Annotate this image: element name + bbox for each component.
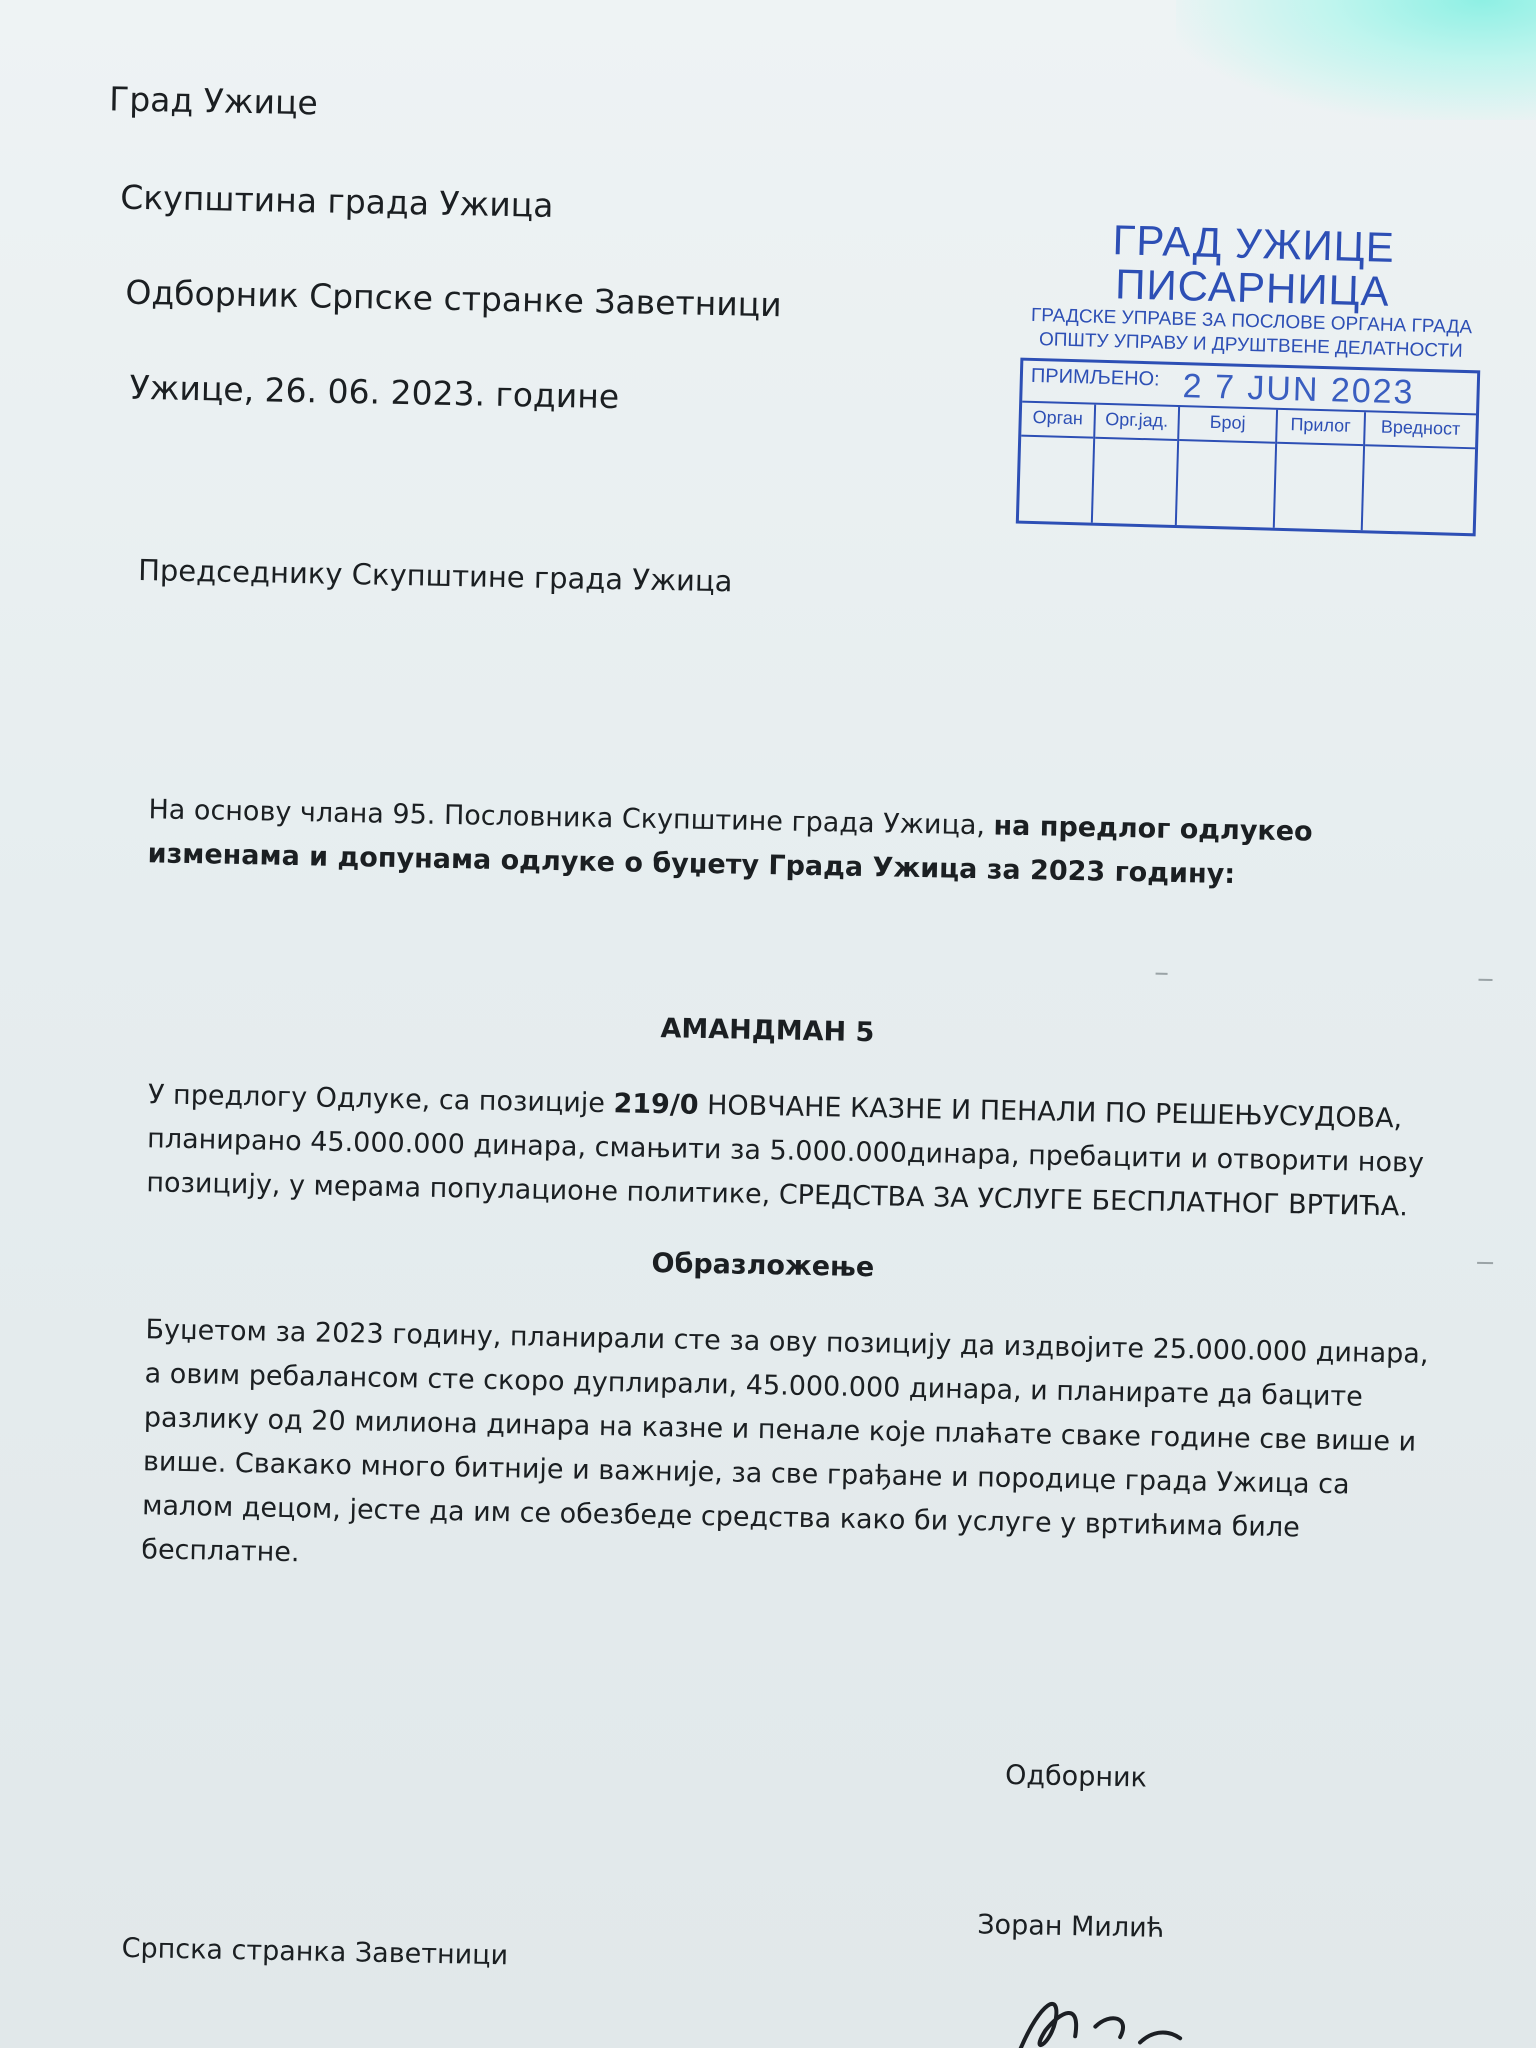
header-place-date: Ужице, 26. 06. 2023. године [129, 367, 620, 417]
amendment-line-1-a: У предлогу Одлуке, са позиције [147, 1079, 614, 1120]
stamp-column [1177, 407, 1278, 528]
paper-mark [1477, 1262, 1493, 1264]
header-city: Град Ужице [108, 79, 319, 123]
stamp-column-label: Орг.јад. [1095, 405, 1178, 441]
stamp-column [1275, 410, 1366, 530]
stamp-column [1363, 412, 1476, 533]
intro-line-1-bold: на предлог одлукео [993, 810, 1313, 848]
handwritten-signature [1000, 1980, 1201, 2048]
intro-paragraph [147, 788, 1313, 898]
amendment-line-3: позицију, у мерама популационе политике, СРЕДСТВА ЗА УСЛУГЕ БЕСПЛАТНОГ ВРТИЋА. [146, 1167, 1409, 1223]
recipient: Председнику Скупштине града Ужица [137, 552, 733, 599]
explanation-line: бесплатне. [141, 1534, 300, 1569]
header-councillor: Одборник Српске странке Заветници [125, 272, 783, 325]
explanation-line: разлику од 20 милиона динара на казне и пенале које плаћате сваке године све више и [143, 1402, 1417, 1458]
signature-role: Одборник [1004, 1759, 1148, 1794]
amendment-line-2: планирано 45.000.000 динара, смањити за 5.000.000динара, пребацити и отворити нову [146, 1123, 1425, 1179]
amendment-line-1-b: НОВЧАНЕ КАЗНЕ И ПЕНАЛИ ПО РЕШЕЊУСУДОВА, [698, 1089, 1403, 1135]
stamp-column-label: Прилог [1277, 410, 1364, 446]
explanation-line: Буџетом за 2023 годину, планирали сте за ову позицију да издвојите 25.000.000 динара, [145, 1314, 1429, 1370]
stamp-column-label: Орган [1021, 403, 1094, 439]
stamp-department-1: ГРАДСКЕ УПРАВЕ ЗА ПОСЛОВЕ ОРГАНА ГРАДА [1030, 304, 1473, 339]
stamp-received-date: 2 7 JUN 2023 [1182, 367, 1416, 412]
stamp-column [1019, 403, 1096, 523]
amendment-title: АМАНДМАН 5 [660, 1013, 875, 1049]
stamp-city: ГРАД УЖИЦЕ [1111, 216, 1396, 271]
explanation-line: малом децом, јесте да им се обезбеде средства како би услуге у вртићима биле [141, 1490, 1301, 1544]
explanation-title: Образложење [651, 1247, 875, 1284]
stamp-department-2: ОПШТУ УПРАВУ И ДРУШТВЕНЕ ДЕЛАТНОСТИ [1038, 329, 1463, 362]
amendment-paragraph [146, 1073, 1425, 1229]
stamp-office: ПИСАРНИЦА [1114, 260, 1391, 315]
explanation-line: више. Свакако много битније и важније, за све грађане и породице града Ужица са [142, 1446, 1350, 1501]
stamp-grid [1019, 401, 1476, 534]
registry-stamp [1016, 216, 1484, 537]
stamp-received-label: ПРИМЉЕНО: [1030, 364, 1160, 391]
paper-mark [1156, 973, 1168, 975]
explanation-line: а овим ребалансом сте скоро дуплирали, 45.000.000 динара, и планирате да баците [144, 1358, 1364, 1413]
stamp-column-label: Вредност [1365, 412, 1476, 449]
signature-name: Зоран Милић [976, 1909, 1165, 1944]
paper-mark [1479, 979, 1493, 981]
amendment-position-number: 219/0 [613, 1088, 699, 1121]
signature-party: Српска странка Заветници [121, 1932, 509, 1972]
intro-line-1-plain: На основу члана 95. Пословника Скупштине града Ужица, [148, 794, 994, 842]
header-assembly: Скупштина града Ужица [119, 177, 554, 225]
explanation-paragraph [141, 1308, 1429, 1597]
stamp-box [1016, 358, 1480, 537]
stamp-column [1093, 405, 1180, 525]
intro-line-2: изменама и допунама одлуке о буџету Града Ужица за 2023 годину: [147, 838, 1236, 891]
stamp-column-label: Број [1179, 407, 1276, 444]
